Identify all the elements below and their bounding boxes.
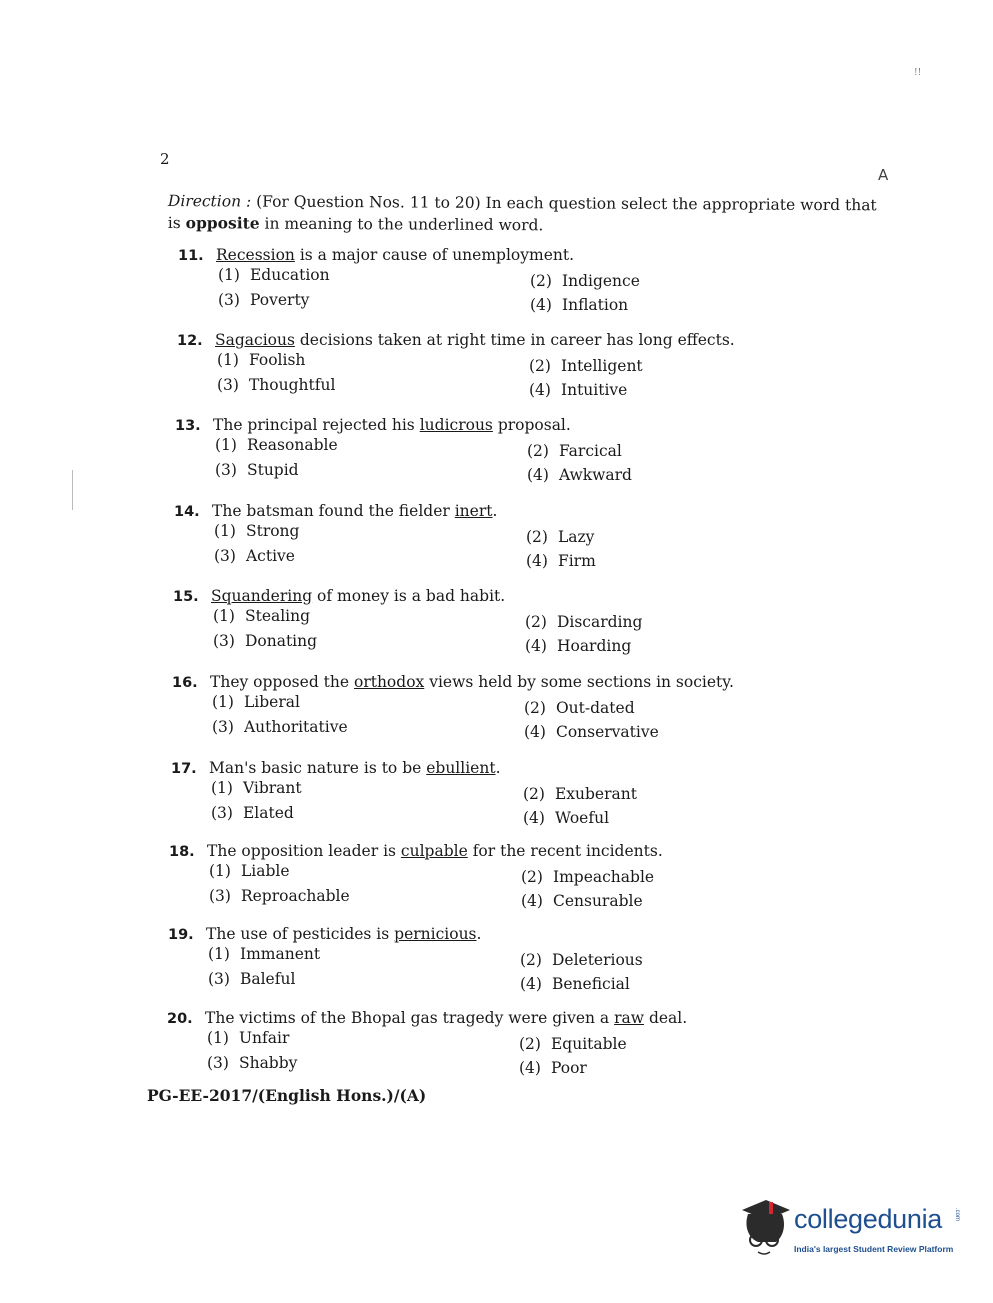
option-text: Donating	[244, 632, 318, 650]
answer-option	[217, 376, 335, 394]
underlined-word: ebullient	[426, 759, 496, 777]
option-text: Exuberant	[554, 785, 637, 803]
question-text-after: proposal.	[492, 416, 571, 434]
option-text: Equitable	[550, 1035, 627, 1053]
answer-option	[218, 266, 330, 284]
option-text: Intelligent	[560, 357, 643, 375]
question-item	[175, 416, 632, 486]
answer-option	[524, 723, 659, 741]
option-number: (3)	[209, 887, 231, 905]
option-number: (3)	[208, 970, 230, 988]
option-text: Out-dated	[555, 699, 635, 717]
option-text: Immanent	[239, 945, 321, 963]
option-text: Strong	[245, 522, 300, 540]
question-stem	[173, 587, 505, 605]
direction-bold-word: opposite	[185, 213, 260, 233]
question-number: 12.	[177, 333, 203, 349]
answer-option	[523, 809, 609, 827]
option-grid	[218, 266, 640, 316]
option-text: Censurable	[552, 892, 643, 910]
question-text-before: The principal rejected his	[213, 416, 420, 434]
option-text: Baleful	[239, 970, 296, 988]
question-number: 17.	[171, 761, 197, 777]
question-number: 11.	[178, 248, 204, 264]
option-number: (1)	[217, 351, 239, 369]
question-item	[178, 246, 640, 316]
option-number: (4)	[525, 637, 547, 655]
answer-option	[530, 296, 628, 314]
question-number: 14.	[174, 504, 200, 520]
question-text-after: of money is a bad habit.	[312, 587, 506, 605]
option-number: (2)	[526, 528, 548, 546]
answer-option	[209, 887, 350, 905]
answer-option	[212, 693, 300, 711]
underlined-word: Recession	[216, 246, 295, 264]
answer-option	[215, 461, 299, 479]
question-text-before: The victims of the Bhopal gas tragedy were given a	[205, 1009, 615, 1027]
underlined-word: orthodox	[353, 673, 425, 691]
option-number: (1)	[208, 945, 230, 963]
corner-mark: !!	[914, 68, 922, 78]
option-text: Education	[249, 266, 330, 284]
option-text: Unfair	[238, 1029, 290, 1047]
answer-option	[218, 291, 309, 309]
answer-option	[527, 442, 622, 460]
question-stem	[168, 925, 481, 943]
option-number: (4)	[523, 809, 545, 827]
option-text: Woeful	[554, 809, 610, 827]
answer-option	[212, 718, 348, 736]
option-grid	[213, 607, 643, 657]
question-stem	[178, 246, 574, 264]
question-text-after: views held by some sections in society.	[424, 673, 734, 691]
option-text: Vibrant	[242, 779, 302, 797]
question-number: 19.	[168, 927, 194, 943]
question-stem	[174, 502, 497, 520]
underlined-word: ludicrous	[419, 416, 493, 434]
answer-option	[214, 547, 295, 565]
answer-option	[209, 862, 290, 880]
answer-option	[211, 804, 294, 822]
question-stem	[167, 1009, 687, 1027]
answer-option	[527, 466, 632, 484]
option-number: (1)	[212, 693, 234, 711]
answer-option	[208, 970, 295, 988]
direction-text	[168, 190, 888, 238]
option-text: Lazy	[557, 528, 595, 546]
option-text: Elated	[242, 804, 294, 822]
question-number: 13.	[175, 418, 201, 434]
option-number: (1)	[214, 522, 236, 540]
answer-option	[524, 699, 635, 717]
option-grid	[211, 779, 637, 829]
direction-label: Direction :	[167, 191, 252, 211]
collegedunia-logo	[736, 1196, 966, 1260]
option-grid	[208, 945, 643, 995]
option-text: Reproachable	[240, 887, 350, 905]
option-number: (1)	[213, 607, 235, 625]
question-stem	[175, 416, 571, 434]
question-item	[173, 587, 643, 657]
answer-option	[520, 951, 643, 969]
option-number: (4)	[530, 296, 552, 314]
option-number: (3)	[213, 632, 235, 650]
option-grid	[214, 522, 596, 572]
option-grid	[217, 351, 735, 401]
question-item	[169, 842, 663, 912]
underlined-word: Sagacious	[215, 331, 295, 349]
answer-option	[217, 351, 305, 369]
question-number: 15.	[173, 589, 199, 605]
question-text-before: The opposition leader is	[207, 842, 401, 860]
underlined-word: pernicious	[394, 925, 477, 943]
paper-code: PG-EE-2017/(English Hons.)/(A)	[147, 1086, 427, 1105]
option-number: (2)	[524, 699, 546, 717]
question-stem	[171, 759, 501, 777]
question-text-after: .	[492, 502, 498, 520]
option-number: (1)	[218, 266, 240, 284]
question-item	[174, 502, 596, 572]
page-number: 2	[160, 150, 170, 168]
option-number: (4)	[526, 552, 548, 570]
answer-option	[520, 975, 630, 993]
option-text: Reasonable	[246, 436, 338, 454]
question-text-after: .	[476, 925, 482, 943]
direction-text-before: (For Question Nos. 11 to 20) In each question select the appropriate word that is	[167, 192, 877, 233]
graduate-face-icon	[736, 1196, 792, 1260]
option-number: (2)	[520, 951, 542, 969]
answer-option	[523, 785, 637, 803]
question-text-before: The use of pesticides is	[206, 925, 395, 943]
option-number: (3)	[214, 547, 236, 565]
option-text: Awkward	[558, 466, 632, 484]
question-stem	[172, 673, 734, 691]
option-grid	[207, 1029, 687, 1079]
answer-option	[213, 632, 317, 650]
answer-option	[521, 868, 654, 886]
answer-option	[519, 1035, 627, 1053]
question-item	[177, 331, 735, 401]
answer-option	[208, 945, 320, 963]
option-text: Hoarding	[556, 637, 632, 655]
option-text: Liable	[240, 862, 290, 880]
set-letter: A	[878, 166, 889, 184]
option-text: Poverty	[249, 291, 310, 309]
option-text: Shabby	[238, 1054, 298, 1072]
question-item	[171, 759, 637, 829]
question-stem	[177, 331, 735, 349]
logo-domain-suffix: .com	[954, 1208, 960, 1222]
answer-option	[525, 613, 642, 631]
option-number: (1)	[211, 779, 233, 797]
option-text: Thoughtful	[248, 376, 336, 394]
option-text: Impeachable	[552, 868, 655, 886]
option-text: Beneficial	[551, 975, 630, 993]
question-number: 18.	[169, 844, 195, 860]
option-text: Indigence	[561, 272, 640, 290]
option-number: (3)	[211, 804, 233, 822]
option-text: Poor	[550, 1059, 587, 1077]
question-item	[168, 925, 643, 995]
answer-option	[213, 607, 310, 625]
answer-option	[529, 381, 627, 399]
answer-option	[211, 779, 302, 797]
option-number: (1)	[207, 1029, 229, 1047]
underlined-word: Squandering	[211, 587, 313, 605]
answer-option	[526, 552, 596, 570]
option-number: (3)	[207, 1054, 229, 1072]
question-text-after: for the recent incidents.	[467, 842, 663, 860]
question-stem	[169, 842, 663, 860]
option-number: (4)	[520, 975, 542, 993]
underlined-word: culpable	[400, 842, 468, 860]
option-number: (3)	[212, 718, 234, 736]
option-number: (4)	[521, 892, 543, 910]
option-number: (4)	[529, 381, 551, 399]
question-text-before: They opposed the	[210, 673, 354, 691]
option-text: Stupid	[246, 461, 299, 479]
answer-option	[529, 357, 643, 375]
question-text-after: .	[495, 759, 501, 777]
answer-option	[215, 436, 338, 454]
question-text-after: decisions taken at right time in career has long effects.	[294, 331, 735, 349]
option-number: (2)	[527, 442, 549, 460]
question-item	[167, 1009, 687, 1079]
underlined-word: raw	[614, 1009, 645, 1027]
answer-option	[519, 1059, 587, 1077]
option-text: Intuitive	[560, 381, 628, 399]
answer-option	[207, 1029, 289, 1047]
option-number: (2)	[530, 272, 552, 290]
option-number: (2)	[519, 1035, 541, 1053]
answer-option	[530, 272, 640, 290]
option-text: Authoritative	[243, 718, 348, 736]
logo-wordmark: collegedunia	[794, 1204, 943, 1234]
scan-mark	[72, 470, 73, 510]
option-text: Liberal	[243, 693, 300, 711]
option-number: (3)	[218, 291, 240, 309]
option-number: (4)	[524, 723, 546, 741]
answer-option	[207, 1054, 297, 1072]
answer-option	[214, 522, 299, 540]
option-text: Stealing	[244, 607, 311, 625]
option-grid	[212, 693, 734, 743]
option-number: (4)	[519, 1059, 541, 1077]
option-text: Inflation	[561, 296, 629, 314]
option-number: (3)	[217, 376, 239, 394]
option-grid	[209, 862, 663, 912]
question-number: 20.	[167, 1011, 193, 1027]
question-text-after: deal.	[644, 1009, 688, 1027]
direction-text-after: in meaning to the underlined word.	[259, 214, 544, 235]
answer-option	[525, 637, 631, 655]
question-text-after: is a major cause of unemployment.	[294, 246, 575, 264]
option-number: (2)	[521, 868, 543, 886]
logo-tagline: India's largest Student Review Platform	[794, 1244, 954, 1254]
option-text: Discarding	[556, 613, 643, 631]
option-number: (2)	[525, 613, 547, 631]
option-grid	[215, 436, 632, 486]
option-text: Farcical	[558, 442, 622, 460]
option-text: Conservative	[555, 723, 659, 741]
option-number: (2)	[523, 785, 545, 803]
option-text: Deleterious	[551, 951, 643, 969]
option-text: Active	[245, 547, 295, 565]
option-number: (4)	[527, 466, 549, 484]
option-number: (3)	[215, 461, 237, 479]
option-text: Firm	[557, 552, 596, 570]
answer-option	[521, 892, 643, 910]
underlined-word: inert	[454, 502, 493, 520]
question-item	[172, 673, 734, 743]
answer-option	[526, 528, 594, 546]
option-number: (1)	[209, 862, 231, 880]
question-number: 16.	[172, 675, 198, 691]
question-text-before: The batsman found the fielder	[212, 502, 455, 520]
question-text-before: Man's basic nature is to be	[209, 759, 427, 777]
option-text: Foolish	[248, 351, 306, 369]
option-number: (1)	[215, 436, 237, 454]
option-number: (2)	[529, 357, 551, 375]
